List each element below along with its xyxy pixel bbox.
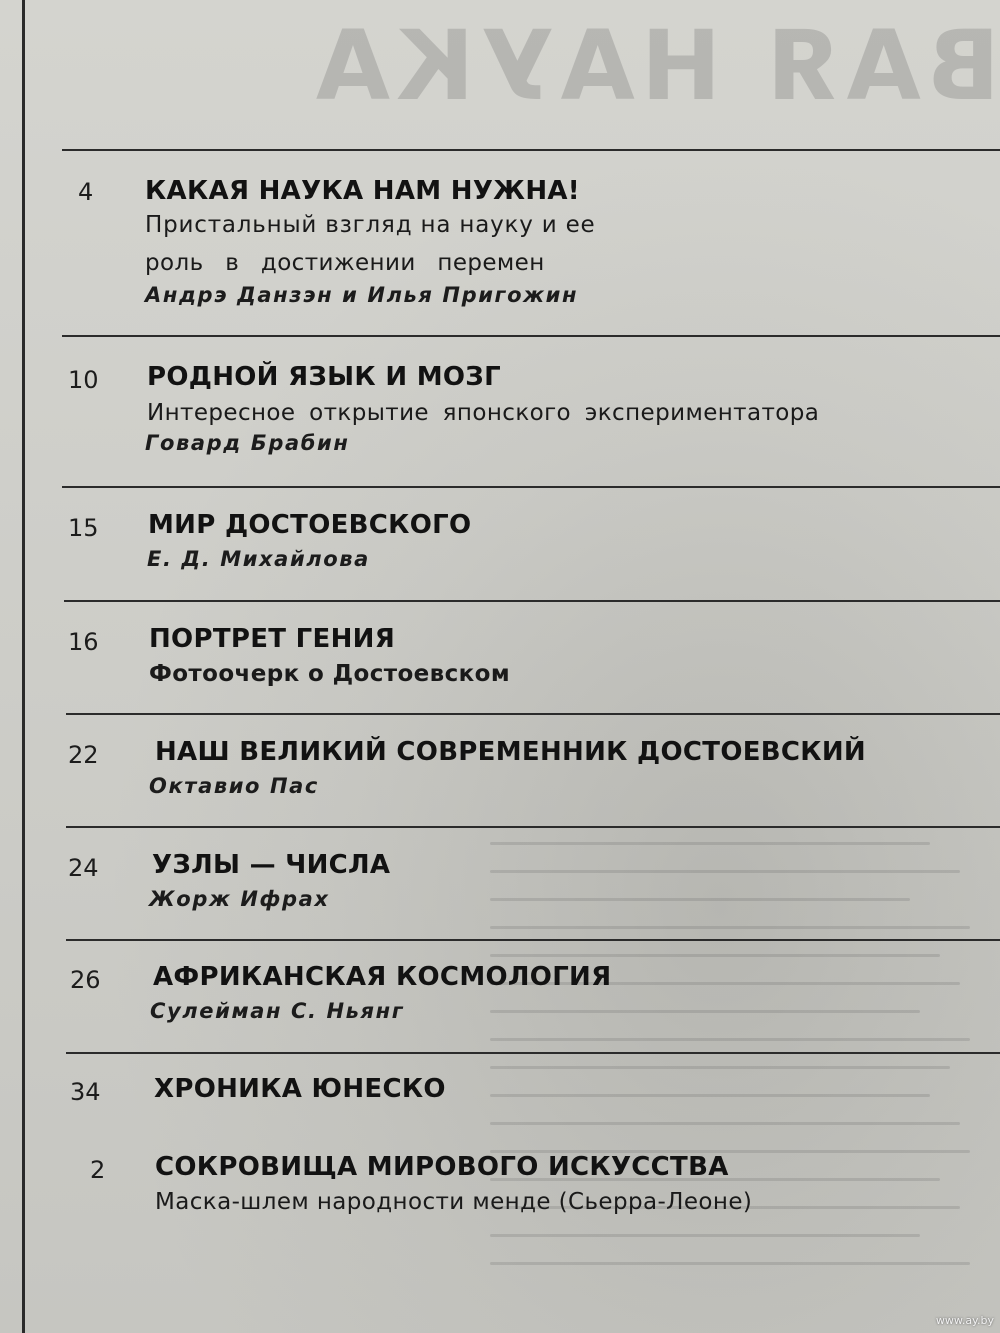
entry-author: Е. Д. Михайлова <box>147 547 370 571</box>
entry-title: КАКАЯ НАУКА НАМ НУЖНА! <box>145 176 580 206</box>
entry-description: Интересное открытие японского экспериментатора <box>147 400 820 426</box>
entry-author: Октавио Пас <box>149 774 319 798</box>
entry-title: НАШ ВЕЛИКИЙ СОВРЕМЕННИК ДОСТОЕВСКИЙ <box>155 737 866 767</box>
spine-line <box>22 0 25 1333</box>
entry-description: Фотоочерк о Достоевском <box>149 661 511 687</box>
show-through-header: ВАЯ НАУКА <box>309 10 1000 120</box>
entry-title: УЗЛЫ — ЧИСЛА <box>152 850 391 880</box>
show-through-text <box>490 830 990 1300</box>
watermark-text: www.ay.by <box>935 1314 994 1327</box>
entry-title: СОКРОВИЩА МИРОВОГО ИСКУССТВА <box>155 1152 729 1182</box>
entry-title: МИР ДОСТОЕВСКОГО <box>148 510 472 540</box>
page-number: 22 <box>68 741 99 769</box>
page-number: 24 <box>68 854 99 882</box>
entry-description: роль в достижении перемен <box>145 250 545 276</box>
entry-title: ХРОНИКА ЮНЕСКО <box>154 1074 446 1104</box>
page-number: 15 <box>68 514 99 542</box>
entry-author: Сулейман С. Ньянг <box>150 999 405 1023</box>
page-number: 2 <box>90 1156 106 1184</box>
divider-2 <box>62 486 1000 488</box>
page-number: 26 <box>70 966 101 994</box>
entry-description: Пристальный взгляд на науку и ее <box>145 212 596 238</box>
page-number: 34 <box>70 1078 101 1106</box>
entry-author: Жорж Ифрах <box>149 887 330 911</box>
entry-title: РОДНОЙ ЯЗЫК И МОЗГ <box>147 362 501 392</box>
entry-author: Говард Брабин <box>145 431 350 455</box>
divider-6 <box>66 939 1000 941</box>
entry-title: ПОРТРЕТ ГЕНИЯ <box>149 624 396 654</box>
entry-description: Маска-шлем народности менде (Сьерра-Леоне) <box>155 1189 753 1215</box>
divider-3 <box>64 600 1000 602</box>
entry-author: Андрэ Данзэн и Илья Пригожин <box>145 283 579 307</box>
divider-1 <box>62 335 1000 337</box>
divider-top <box>62 149 1000 151</box>
divider-5 <box>66 826 1000 828</box>
page-number: 4 <box>78 178 94 206</box>
page-number: 10 <box>68 366 99 394</box>
page-number: 16 <box>68 628 99 656</box>
entry-title: АФРИКАНСКАЯ КОСМОЛОГИЯ <box>153 962 612 992</box>
divider-4 <box>66 713 1000 715</box>
divider-7 <box>66 1052 1000 1054</box>
